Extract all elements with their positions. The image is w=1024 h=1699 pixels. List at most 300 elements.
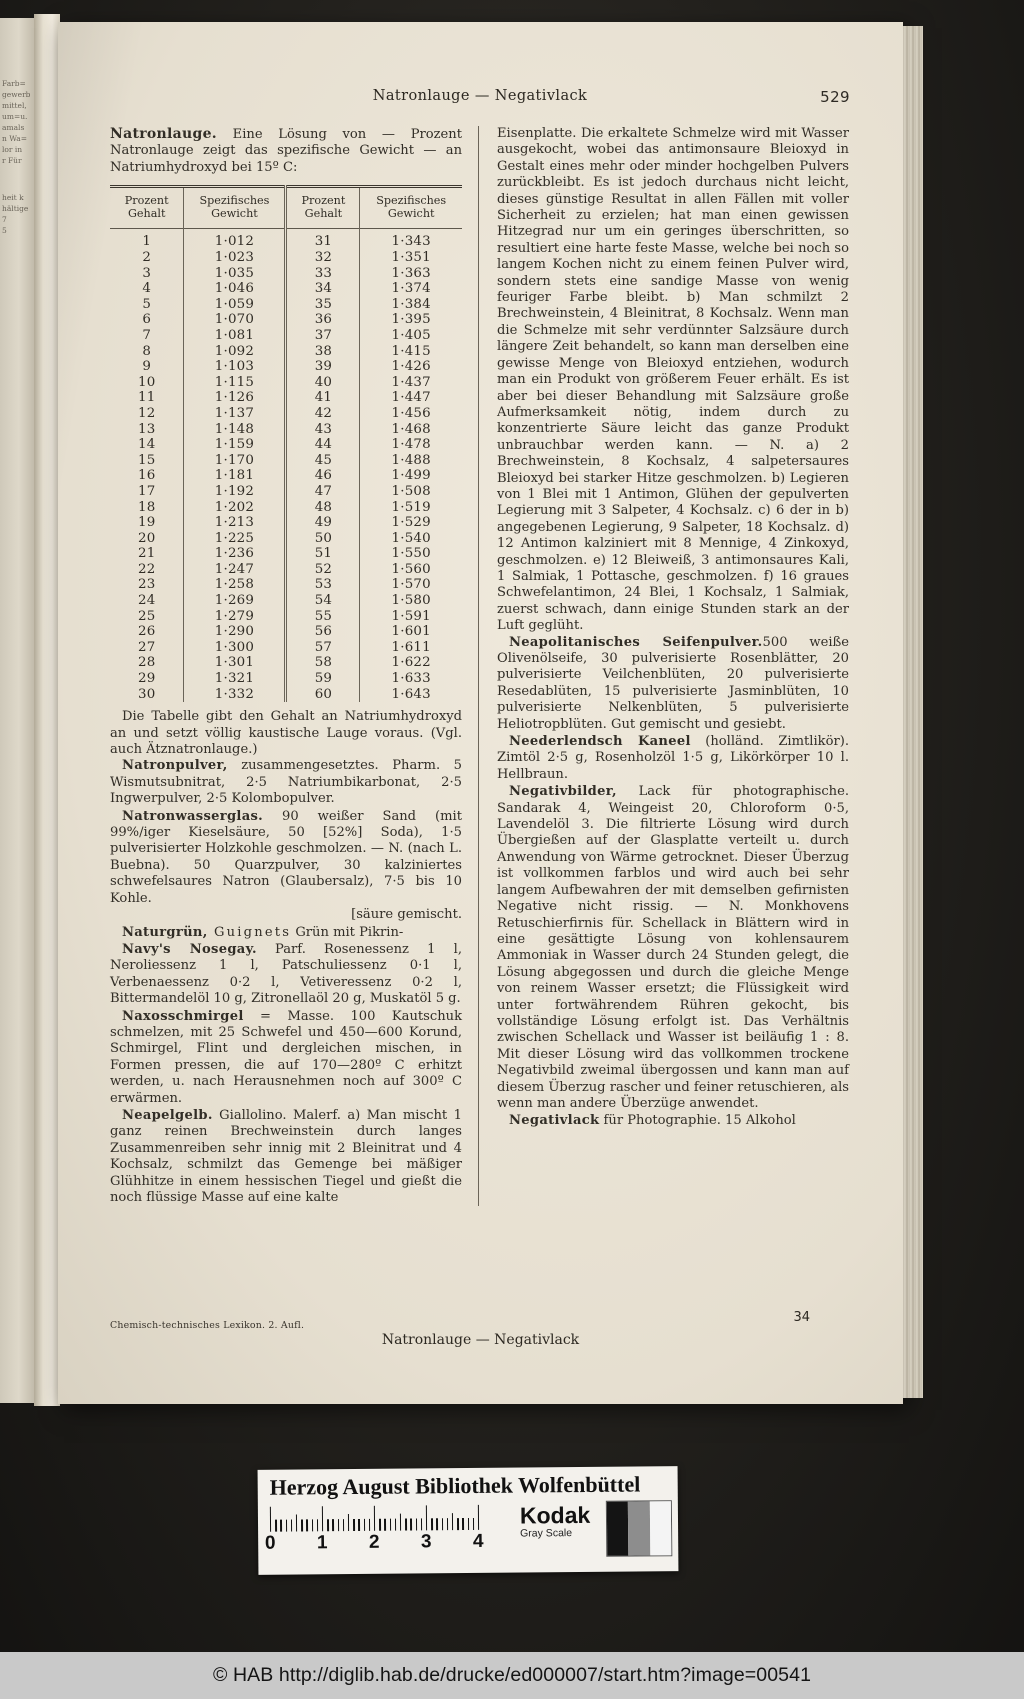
table-cell: 33 (286, 266, 360, 282)
table-cell: 1·247 (184, 562, 286, 578)
table-header-line: Spezifisches (376, 194, 447, 208)
ruler-tick (436, 1518, 437, 1530)
th-spezifisches-gewicht-1 (184, 187, 286, 229)
table-row (110, 344, 462, 360)
left-column-entries (110, 758, 462, 1206)
table-row (110, 453, 462, 469)
table-cell: 1·611 (360, 640, 462, 656)
entry-body: für Photographie. 15 Alkohol (599, 1113, 796, 1129)
table-cell: 1·081 (184, 328, 286, 344)
table-row (110, 687, 462, 703)
table-cell: 36 (286, 312, 360, 328)
ruler-ticks (270, 1504, 505, 1532)
table-cell: 51 (286, 546, 360, 562)
table-row (110, 515, 462, 531)
table-cell: 1·181 (184, 468, 286, 484)
table-cell: 1·159 (184, 437, 286, 453)
table-cell: 1·447 (360, 390, 462, 406)
left-entry-paragraph (110, 942, 462, 1008)
table-cell: 1·225 (184, 531, 286, 547)
left-entry-paragraph (110, 809, 462, 907)
table-header-line: Gewicht (211, 206, 258, 220)
table-cell: 1·023 (184, 250, 286, 266)
running-head (110, 88, 850, 104)
table-cell: 40 (286, 375, 360, 391)
table-row (110, 229, 462, 250)
table-cell: 30 (137, 686, 156, 702)
ruler-tick (275, 1520, 276, 1532)
two-column-layout (110, 126, 850, 1206)
table-cell: 2 (142, 250, 152, 265)
table-cell: 1·279 (184, 609, 286, 625)
table-cell: 53 (286, 577, 360, 593)
entry-body: Giallolino. Malerf. a) Man mischt 1 ganz reinen Brechweinstein durch langes Zusammenreiben sehr innig mit 2 Bleinitrat und 4 Kochsalz, schmilzt das Gemenge bei mäßiger Glühhitze in einem hessischen Tiegel und gießt die noch flüssige Masse auf eine kalte (110, 1107, 462, 1205)
th-prozent-gehalt-2 (286, 187, 360, 229)
table-header-line: Prozent (301, 194, 346, 208)
table-cell: 1·456 (360, 406, 462, 422)
table-row (110, 671, 462, 687)
headword: Navy's Nosegay. (122, 941, 257, 957)
table-cell: 20 (137, 530, 156, 546)
table-cell: 1·529 (360, 515, 462, 531)
table-cell: 13 (137, 421, 156, 437)
table-cell: 1·126 (184, 390, 286, 406)
table-cell: 1·332 (184, 687, 286, 703)
right-entry-paragraph (497, 1113, 849, 1129)
table-cell: 1·301 (184, 655, 286, 671)
ruler-tick (395, 1519, 396, 1531)
table-cell: 1·550 (360, 546, 462, 562)
ruler-tick (364, 1519, 365, 1531)
right-column-entries (497, 635, 849, 1130)
ruler-scale (264, 1504, 506, 1568)
sliver-line: um=u. (2, 112, 28, 121)
ruler-tick (400, 1514, 402, 1531)
left-entry (110, 758, 462, 807)
left-entry-paragraph (110, 758, 462, 807)
gray-patch-white (649, 1501, 671, 1555)
entry-body: (holländ. Zimtlikör). Zimtöl 2·5 g, Rosenholzöl 1·5 g, Likörkörper 10 l. Hellbraun. (497, 734, 850, 782)
table-cell: 4 (142, 281, 152, 297)
table-cell: 52 (286, 562, 360, 578)
table-row (110, 655, 462, 671)
table-cell: 1·137 (184, 406, 286, 422)
sliver-line: 7 (2, 215, 7, 224)
entry-body: Grün mit Pikrin- (291, 924, 404, 940)
copyright-bar (0, 1652, 1024, 1699)
sliver-line: lor in (2, 145, 23, 154)
ruler-number: 1 (316, 1532, 328, 1554)
table-header-line: Spezifisches (199, 194, 270, 208)
table-cell: 1·035 (184, 266, 286, 282)
table-cell: 28 (137, 655, 156, 671)
table-cell: 1·012 (184, 229, 286, 250)
ruler-tick (447, 1518, 448, 1530)
gray-patch-black (607, 1502, 629, 1556)
table-cell: 24 (137, 593, 156, 609)
table-row (110, 484, 462, 500)
table-cell: 41 (286, 390, 360, 406)
table-cell: 1·236 (184, 546, 286, 562)
table-cell: 1·059 (184, 297, 286, 313)
table-cell: 1·374 (360, 281, 462, 297)
table-header-row (110, 187, 462, 229)
table-row (110, 406, 462, 422)
ruler-tick (390, 1519, 391, 1531)
table-cell: 1·170 (184, 453, 286, 469)
table-cell: 9 (142, 359, 152, 375)
library-name-label: Herzog August Bibliothek Wolfenbüttel (269, 1471, 641, 1500)
table-header-line: Gewicht (387, 206, 435, 220)
right-entry (497, 784, 849, 1112)
table-cell: 1·395 (360, 312, 462, 328)
headword: Natronpulver, (122, 758, 228, 774)
table-cell: 1·192 (184, 484, 286, 500)
catchword-text: [säure gemischt. (351, 907, 462, 923)
table-cell: 47 (286, 484, 360, 500)
table-cell: 29 (137, 671, 156, 687)
table-cell: 59 (286, 671, 360, 687)
ruler-tick (312, 1519, 313, 1531)
table-cell: 32 (286, 250, 360, 266)
left-entry-paragraph (110, 1108, 462, 1206)
table-cell: 23 (137, 577, 156, 593)
table-cell: 12 (137, 405, 156, 421)
table-cell: 1·363 (360, 266, 462, 282)
table-cell: 16 (137, 468, 156, 484)
table-row (110, 266, 462, 282)
table-note-text: Die Tabelle gibt den Gehalt an Natriumhydroxyd an und setzt völlig kaustische Lauge voraus. (Vgl. auch Ätznatronlauge.) (110, 709, 462, 758)
table-cell: 42 (286, 406, 360, 422)
table-cell: 1·103 (184, 359, 286, 375)
colophon: Chemisch-technisches Lexikon. 2. Aufl. (110, 1320, 305, 1331)
right-entry (497, 1113, 849, 1129)
ruler-tick (291, 1520, 292, 1532)
sliver-line: amals (2, 123, 25, 132)
copyright-text: © HAB http://diglib.hab.de/drucke/ed000007/start.htm?image=00541 (212, 1664, 812, 1686)
table-row (110, 562, 462, 578)
running-head-title: Natronlauge — Negativlack (372, 88, 588, 104)
ruler-tick (405, 1519, 406, 1531)
ruler-tick (280, 1520, 281, 1532)
table-cell: 1·580 (360, 593, 462, 609)
table-cell: 39 (286, 359, 360, 375)
hanging-catchword (110, 907, 462, 923)
table-cell: 1·570 (360, 577, 462, 593)
density-table-body (110, 229, 462, 702)
ruler-tick (468, 1518, 469, 1530)
ruler-number: 0 (264, 1532, 276, 1554)
table-cell: 49 (286, 515, 360, 531)
table-cell: 1·437 (360, 375, 462, 391)
table-header-line: Gehalt (127, 206, 166, 220)
ruler-tick (462, 1518, 463, 1530)
table-cell: 1·478 (360, 437, 462, 453)
table-cell: 8 (142, 343, 152, 359)
ruler-tick (306, 1519, 307, 1531)
ruler-tick (286, 1520, 287, 1532)
headword: Neapelgelb. (122, 1107, 213, 1123)
right-entry (497, 734, 849, 783)
ruler-tick (426, 1505, 428, 1530)
right-column (479, 126, 849, 1130)
kodak-gray-scale-label: Gray Scale (520, 1527, 573, 1540)
table-cell: 1·321 (184, 671, 286, 687)
ruler-tick (431, 1518, 432, 1530)
ruler-number: 4 (472, 1530, 484, 1552)
th-spezifisches-gewicht-2 (360, 187, 462, 229)
sliver-line: n Wa= (2, 134, 28, 143)
table-row (110, 297, 462, 313)
table-cell: 1·405 (360, 328, 462, 344)
table-cell: 31 (286, 229, 360, 250)
table-cell: 60 (286, 687, 360, 703)
left-entry-paragraph (110, 925, 462, 941)
ruler-number: 3 (420, 1531, 432, 1553)
spaced-term: Guignets (207, 924, 292, 940)
table-cell: 38 (286, 344, 360, 360)
left-entry (110, 1009, 462, 1107)
ruler-tick (353, 1519, 354, 1531)
entry-body: Lack für photographische. Sandarak 4, Weingeist 20, Chloroform 0·5, Lavendelöl 3. Die filtrierte Lösung wird durch Übergießen auf der Glasplatte verteilt u. durch Anwendung von Wärme getrocknet. Dieser Überzug ist vollkommen farblos und wird auch bei sehr langem Aufbewahren der mit demselben gefirnisten Negative nicht rissig. — N. Monkhovens Retuschierfirnis für. Schellack in Blättern wird in eine gesättigte Lösung von kohlensaurem Ammoniak in Wasser durch 24 Stunden gelegt, die Lösung abgegossen und durch die gleiche Menge von reinem Wasser ersetzt; die Flüssigkeit wird unter fortwährendem Rühren gekocht, bis vollständige Lösung erfolgt ist. Das Verhältnis zwischen Schellack und Wasser ist beiläufig 1 : 8. Mit dieser Lösung wird das vollkommen trockene Negativbild zweimal übergossen und kann man auf diesem Überzug rascher und feiner retuschieren, als wenn man andere Überzüge anwendet. (497, 784, 849, 1111)
table-cell: 1·633 (360, 671, 462, 687)
table-cell: 46 (286, 468, 360, 484)
right-entry-paragraph (497, 734, 849, 783)
headword-natronlauge: Natronlauge. (110, 126, 217, 142)
table-row (110, 375, 462, 391)
table-cell: 1·290 (184, 624, 286, 640)
table-cell: 50 (286, 531, 360, 547)
ruler-tick (421, 1518, 422, 1530)
table-cell: 19 (137, 515, 156, 531)
left-column (110, 126, 479, 1206)
table-cell: 6 (142, 312, 152, 328)
table-cell: 7 (142, 327, 152, 343)
ruler-tick (410, 1518, 411, 1530)
ruler-tick (317, 1519, 318, 1531)
ruler-tick (384, 1519, 385, 1531)
table-cell: 1·202 (184, 500, 286, 516)
table-cell: 18 (137, 499, 156, 515)
table-row (110, 281, 462, 297)
ruler-tick (452, 1513, 454, 1530)
table-row (110, 546, 462, 562)
density-table (110, 185, 462, 702)
ruler-tick (379, 1519, 380, 1531)
sliver-line: Farb= (2, 79, 26, 88)
table-cell: 58 (286, 655, 360, 671)
density-table-head (110, 187, 462, 229)
table-cell: 1 (142, 234, 152, 250)
ruler-tick (369, 1519, 370, 1531)
entry-body: 90 weißer Sand (mit 99%/iger Kieselsäure, 50 [52%] Soda), 1·5 pulverisierter Holzkohle geschmolzen. — N. (nach L. Buebna). 50 Quarzpulver, 30 kalziniertes schwefelsaures Natron (Glaubersalz), 7·5 bis 10 Kohle. (110, 808, 462, 906)
table-cell: 54 (286, 593, 360, 609)
entry-body: zusammengesetztes. Pharm. 5 Wismutsubnitrat, 2·5 Natriumbikarbonat, 2·5 Ingwerpulver, 2·5 Kolombopulver. (110, 758, 462, 807)
headword: Naxosschmirgel (122, 1008, 244, 1024)
table-cell: 1·384 (360, 297, 462, 313)
table-row (110, 328, 462, 344)
ruler-tick (374, 1506, 376, 1531)
table-cell: 21 (137, 546, 156, 562)
ruler-numbers (264, 1530, 505, 1559)
footer-running-title: Natronlauge — Negativlack (381, 1332, 580, 1348)
right-entry-paragraph (497, 635, 849, 733)
table-cell: 1·468 (360, 422, 462, 438)
table-cell: 1·269 (184, 593, 286, 609)
table-cell: 3 (142, 265, 152, 281)
table-cell: 1·300 (184, 640, 286, 656)
gray-scale-patches (606, 1500, 672, 1557)
ruler-tick (416, 1518, 417, 1530)
continuation-text: Eisenplatte. Die erkaltete Schmelze wird mit Wasser ausgekocht, wobei das antimonsaure Bleioxyd in Gestalt eines mehr oder minder hochgelben Pulvers zurückbleibt. Es ist jedoch durchaus nicht leicht, dieses günstige Resultat in allen Fällen mit voller Sicherheit zu erzielen; hat man einen gewissen Hitzegrad nur um ein geringes überschritten, so resultiert eine harte feste Masse, welche bei noch so langem Kochen nicht zu einem feinen Pulver wird, sondern stets eine sandige Masse von wenig feuriger Farbe bleibt. b) Man schmilzt 2 Brechweinstein, 4 Bleinitrat, 8 Kochsalz. Wenn man die Schmelze mit sehr verdünnter Salzsäure durch längere Zeit behandelt, so kann man derselben eine gewisse Menge von Bleioxyd entziehen, wodurch man ein Produkt von größerem Feuer erhält. Es ist aber bei dieser Behandlung mit Salzsäure große Aufmerksamkeit nötig, indem durch zu konzentrierte Säure leicht das ganze Produkt unbrauchbar werden kann. — N. a) 2 Brechweinstein, 8 Kochsalz, 4 salpetersaures Bleioxyd bei starker Hitze geschmolzen. b) Legieren von 1 Blei mit 1 Antimon, Glühen der gepulverten Legierung mit 3 Salpeter, 4 Kochsalz. c) 6 der in b) angegebenen Legierung, 9 Salpeter, 18 Kochsalz. d) 12 Antimon kalziniert mit 8 Mennige, 4 Zinkoxyd, geschmolzen. e) 12 Bleiweiß, 3 antimonsaures Kali, 1 Salmiak, 1 Pottasche, geschmolzen. f) 16 graues Schwefelantimon, 24 Blei, 1 Kochsalz, 1 Salmiak, zuerst schwach, dann einige Stunden stark an der Luft geglüht. (497, 126, 849, 634)
table-cell: 1·148 (184, 422, 286, 438)
table-cell: 10 (137, 374, 156, 390)
left-entry (110, 925, 462, 941)
table-cell: 1·622 (360, 655, 462, 671)
ruler-tick (442, 1518, 443, 1530)
table-cell: 27 (137, 639, 156, 655)
table-cell: 1·508 (360, 484, 462, 500)
table-row (110, 640, 462, 656)
headword: Naturgrün, (122, 924, 208, 940)
table-cell: 1·591 (360, 609, 462, 625)
sliver-line: r Für (2, 156, 22, 165)
table-cell: 43 (286, 422, 360, 438)
table-cell: 1·519 (360, 500, 462, 516)
ruler-tick (343, 1519, 344, 1531)
table-cell: 1·488 (360, 453, 462, 469)
table-row (110, 359, 462, 375)
adjacent-page-sliver (0, 18, 34, 1403)
table-cell: 1·351 (360, 250, 462, 266)
sliver-line: gewerb (2, 90, 31, 99)
sliver-line: hältige (2, 204, 29, 213)
table-cell: 14 (137, 437, 156, 453)
table-cell: 37 (286, 328, 360, 344)
kodak-logo (520, 1503, 600, 1540)
table-cell: 17 (137, 483, 156, 499)
table-row (110, 609, 462, 625)
table-cell: 5 (142, 296, 152, 312)
ruler-tick (332, 1519, 333, 1531)
ruler-number: 2 (368, 1531, 380, 1553)
table-row (110, 593, 462, 609)
ruler-tick (327, 1519, 328, 1531)
table-row (110, 422, 462, 438)
table-row (110, 312, 462, 328)
table-cell: 35 (286, 297, 360, 313)
entry-body: Parf. Rosenessenz 1 l, Neroliessenz 1 l, Patschuliessenz 0·1 l, Verbenaessenz 0·2 l, Vetiveressenz 0·2 l, Bittermandelöl 10 g, Zitronellaöl 20 g, Muskatöl 5 g. (110, 941, 462, 1007)
table-cell: 48 (286, 500, 360, 516)
table-row (110, 250, 462, 266)
ruler-tick (358, 1519, 359, 1531)
table-cell: 1·115 (184, 375, 286, 391)
table-cell: 45 (286, 453, 360, 469)
th-prozent-gehalt-1 (110, 187, 184, 229)
entry-body: 500 weiße Olivenölseife, 30 pulverisierte Rosenblätter, 20 pulverisierte Veilchenblüten, 20 pulverisierte Resedablüten, 15 pulverisierte Jasminblüten, 10 pulverisierte Nelkenblüten, 5 pulverisierte Heliotropblüten. Gut gemischt und gesiebt. (497, 634, 849, 732)
headword: Negativbilder, (509, 784, 617, 800)
book-gutter (34, 14, 60, 1406)
table-row (110, 577, 462, 593)
headword: Negativlack (509, 1113, 600, 1129)
table-cell: 1·070 (184, 312, 286, 328)
table-cell: 1·046 (184, 281, 286, 297)
page-text-block (110, 88, 850, 1206)
table-cell: 22 (137, 561, 156, 577)
table-note (110, 709, 462, 758)
ruler-tick (348, 1514, 350, 1531)
right-entry-paragraph (497, 784, 849, 1112)
table-cell: 1·499 (360, 468, 462, 484)
table-cell: 15 (137, 452, 156, 468)
table-cell: 1·643 (360, 687, 462, 703)
table-cell: 11 (137, 390, 156, 406)
left-entry (110, 1108, 462, 1206)
headword: Natronwasserglas. (122, 808, 264, 824)
calibration-target-card (258, 1466, 679, 1575)
left-entry (110, 809, 462, 924)
sliver-line: mittel, (2, 101, 27, 110)
right-entry (497, 635, 849, 733)
entry-natronlauge (110, 126, 462, 176)
kodak-wordmark: Kodak (519, 1501, 591, 1529)
left-entry (110, 942, 462, 1008)
entry-continuation (497, 126, 849, 635)
table-cell: 1·426 (360, 359, 462, 375)
table-cell: 44 (286, 437, 360, 453)
table-cell: 25 (137, 608, 156, 624)
table-cell: 1·540 (360, 531, 462, 547)
book-page (58, 22, 903, 1404)
table-cell: 57 (286, 640, 360, 656)
sheet-signature: 34 (793, 1310, 810, 1325)
table-row (110, 390, 462, 406)
table-header-line: Prozent (124, 194, 169, 208)
entry-body-natronlauge: Eine Lösung von — Prozent Natronlauge zeigt das spezifische Gewicht — an Natriumhydroxyd bei 15º C: (110, 127, 462, 175)
table-row (110, 468, 462, 484)
sliver-line: 5 (2, 226, 7, 235)
ruler-tick (270, 1507, 272, 1532)
sliver-line: heit k (2, 193, 24, 202)
table-row (110, 624, 462, 640)
book-fore-edge (903, 26, 923, 1398)
headword: Neederlendsch Kaneel (509, 734, 691, 750)
table-row (110, 531, 462, 547)
table-cell: 56 (286, 624, 360, 640)
page-number: 529 (820, 88, 850, 106)
table-cell: 1·213 (184, 515, 286, 531)
table-cell: 1·258 (184, 577, 286, 593)
table-cell: 1·560 (360, 562, 462, 578)
ruler-tick (338, 1519, 339, 1531)
table-row (110, 437, 462, 453)
ruler-tick (478, 1505, 480, 1530)
table-cell: 26 (137, 624, 156, 640)
left-entry-paragraph (110, 1009, 462, 1107)
ruler-tick (301, 1519, 302, 1531)
table-row (110, 500, 462, 516)
table-cell: 1·415 (360, 344, 462, 360)
headword: Neapolitanisches Seifenpulver. (509, 634, 763, 650)
ruler-tick (473, 1518, 474, 1530)
table-cell: 55 (286, 609, 360, 625)
table-cell: 1·343 (360, 229, 462, 250)
table-cell: 1·092 (184, 344, 286, 360)
entry-body: = Masse. 100 Kautschuk schmelzen, mit 25 Schwefel und 450—600 Korund, Schmirgel, Flint und dergleichen mischen, in Formen pressen, die auf 170—280º C erhitzt werden, u. nach Herausnehmen noch auf 300º C erwärmen. (110, 1008, 462, 1106)
table-header-line: Gehalt (304, 206, 343, 220)
ruler-tick (457, 1518, 458, 1530)
table-cell: 34 (286, 281, 360, 297)
